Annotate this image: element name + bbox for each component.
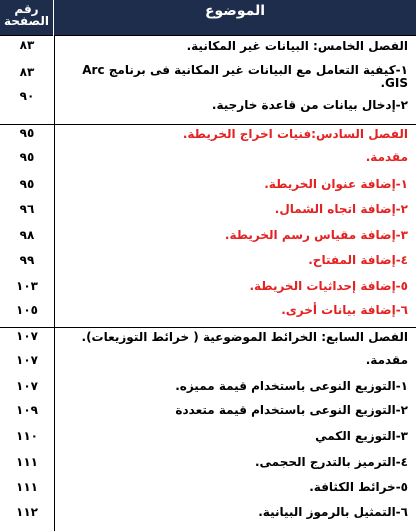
chapter-seven-item-5	[0, 480, 416, 500]
page-number: ١٠٧	[16, 379, 38, 393]
item-text: ٥-خرائط الكثافة.	[309, 480, 408, 494]
page-number: ١٠٧	[16, 353, 38, 367]
item-text: مقدمة.	[365, 353, 408, 367]
chapter-seven-item-3	[0, 429, 416, 449]
page-number: ٩٠	[19, 89, 35, 103]
page-number: ٩٥	[19, 177, 35, 191]
item-text: ٣-إضافة مقياس رسم الخريطة.	[224, 228, 408, 242]
item-text: ٦-إضافة بيانات أخرى.	[281, 303, 408, 317]
item-text: ١-التوزيع النوعى باستخدام قيمة مميزه.	[175, 379, 408, 393]
item-text: ٢-التوزيع النوعى باستخدام قيمة متعددة	[175, 403, 408, 417]
page-number: ٩٥	[19, 150, 35, 164]
table-header	[0, 0, 416, 36]
chapter-seven-item-4	[0, 455, 416, 475]
page-number: ٩٨	[19, 228, 35, 242]
chapter-seven-title-row	[0, 328, 416, 348]
page-number: ١٠٩	[16, 403, 38, 417]
item-text: ٢-إضافة اتجاه الشمال.	[274, 202, 408, 216]
item-text: ٢-إدخال بيانات من قاعدة خارجية.	[211, 98, 408, 112]
item-text: ٥-إضافة إحداثيات الخريطة.	[249, 279, 408, 293]
chapter-six-item-2	[0, 202, 416, 222]
chapter-six-intro	[0, 150, 416, 170]
chapter-six-title-row	[0, 125, 416, 145]
page-number: ١٠٣	[16, 279, 38, 293]
chapter-six-item-5	[0, 279, 416, 299]
page-number: ١٠٥	[16, 303, 38, 317]
chapter-seven-item-1	[0, 379, 416, 399]
page-number: ١١١	[16, 480, 38, 494]
chapter-six-item-1	[0, 177, 416, 197]
chapter-seven-title-page: ١٠٧	[16, 329, 38, 343]
page-number: ١١٢	[16, 505, 38, 519]
item-text: ٤-إضافة المفتاح.	[308, 253, 408, 267]
chapter-seven-item-2	[0, 403, 416, 423]
item-text: ٤-الترميز بالتدرج الحجمى.	[254, 455, 408, 469]
page-number: ٩٦	[19, 202, 35, 216]
item-text: ١-إضافة عنوان الخريطة.	[264, 177, 408, 191]
chapter-six-item-3	[0, 228, 416, 248]
item-text: ١-كيفية التعامل مع البيانات غير المكانية فى برنامج Arc GIS.	[82, 63, 408, 90]
chapter-six-title-page: ٩٥	[19, 126, 35, 140]
topic-column-header: الموضوع	[204, 3, 266, 19]
chapter-seven-item-6	[0, 505, 416, 525]
chapter-five-title: الفصل الخامس: البيانات غير المكانية.	[186, 39, 408, 53]
page-number-column-header: رقم الصفحة	[0, 0, 54, 36]
chapter-six-item-4	[0, 253, 416, 273]
item-text: ٣-التوزيع الكمي	[315, 429, 408, 443]
item-text: مقدمة.	[365, 150, 408, 164]
chapter-seven-intro	[0, 353, 416, 373]
item-text: ٦-التمثيل بالرموز البيانية.	[258, 505, 408, 519]
chapter-six-title: الفصل السادس:فنيات اخراج الخريطة.	[182, 127, 408, 141]
chapter-seven-title: الفصل السابع: الخرائط الموضوعية ( خرائط التوزيعات).	[81, 330, 408, 344]
page-number: ٩٩	[19, 253, 35, 267]
page-number: ١١٠	[16, 429, 38, 443]
chapter-five-item-2	[0, 98, 416, 118]
chapter-five-title-page: ٨٣	[19, 38, 35, 52]
chapter-five-title-row	[0, 37, 416, 57]
page-number: ١١١	[16, 455, 38, 469]
page-number: ٨٣	[19, 65, 35, 79]
chapter-six-item-6	[0, 303, 416, 323]
